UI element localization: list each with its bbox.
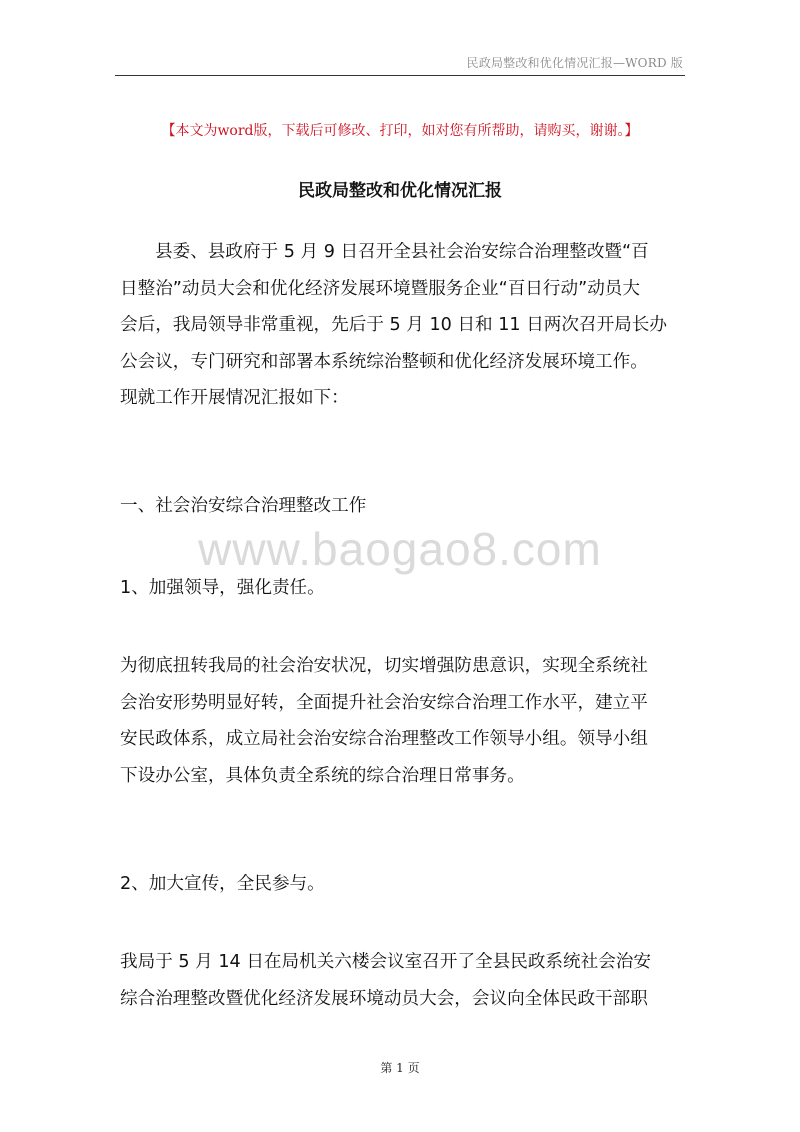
item-1-paragraph [120, 648, 686, 794]
section-heading-1: 一、社会治安综合治理整改工作 [120, 496, 367, 516]
item-2-paragraph [120, 944, 686, 1017]
paragraph-line: 现就工作开展情况汇报如下： [120, 388, 349, 408]
intro-paragraph [120, 234, 686, 417]
document-title: 民政局整改和优化情况汇报 [298, 181, 502, 201]
paragraph-line: 县委、县政府于 5 月 9 日召开全县社会治安综合治理整改暨“百 [155, 242, 649, 262]
paragraph-line: 为彻底扭转我局的社会治安状况，切实增强防患意识，实现全系统社 [120, 656, 648, 676]
paragraph-line: 会治安形势明显好转，全面提升社会治安综合治理工作水平，建立平 [120, 692, 648, 713]
paragraph-line: 日整治”动员大会和优化经济发展环境暨服务企业“百日行动”动员大 [120, 278, 640, 299]
paragraph-line: 下设办公室，具体负责全系统的综合治理日常事务。 [120, 765, 525, 786]
running-title: 民政局整改和优化情况汇报—WORD 版 [466, 56, 683, 70]
paragraph-line: 会后，我局领导非常重视，先后于 5 月 10 日和 11 日两次召开局长办 [120, 315, 667, 335]
paragraph-line: 安民政体系，成立局社会治安综合治理整改工作领导小组。领导小组 [120, 729, 648, 749]
header-divider [115, 75, 685, 76]
download-notice: 【本文为word版，下载后可修改、打印，如对您有所帮助，请购买，谢谢。】 [161, 123, 639, 139]
page-number: 第 1 页 [380, 1061, 420, 1075]
item-heading-1: 1、加强领导，强化责任。 [120, 578, 325, 598]
watermark: www.baogao8.com [198, 523, 602, 575]
paragraph-line: 我局于 5 月 14 日在局机关六楼会议室召开了全县民政系统社会治安 [120, 952, 651, 972]
item-heading-2: 2、加大宣传，全民参与。 [120, 874, 325, 894]
paragraph-line: 公会议，专门研究和部署本系统综治整顿和优化经济发展环境工作。 [120, 351, 648, 372]
paragraph-line: 综合治理整改暨优化经济发展环境动员大会，会议向全体民政干部职 [120, 988, 648, 1009]
